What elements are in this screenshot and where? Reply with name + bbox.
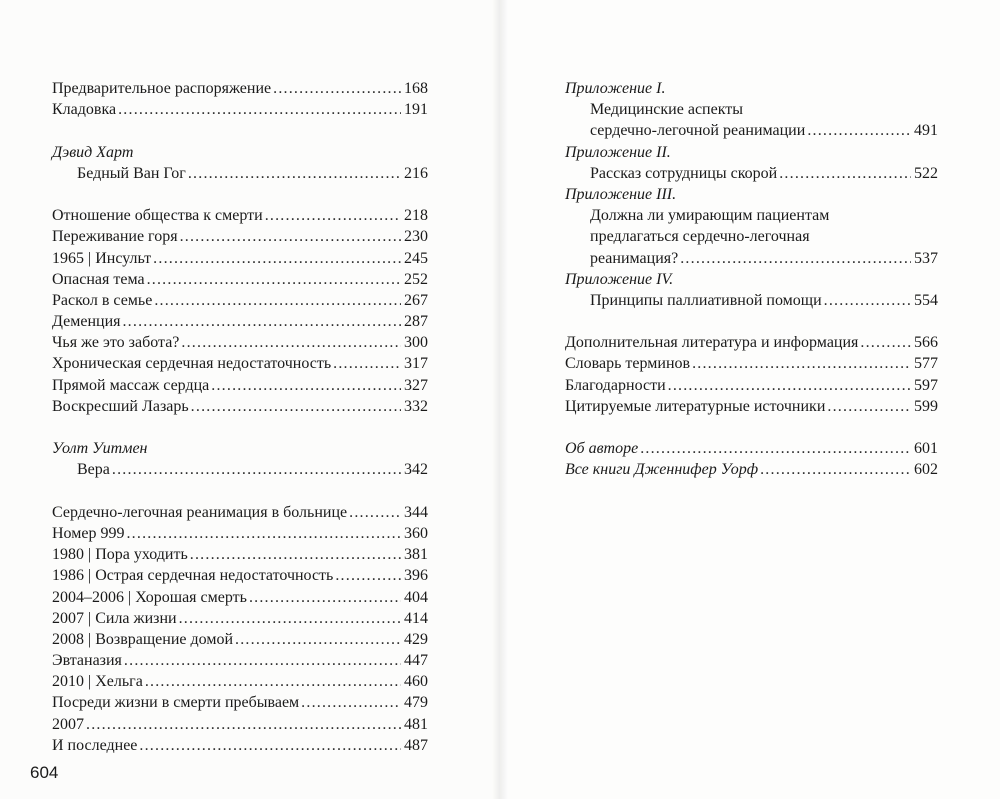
leader-dots (265, 205, 401, 226)
toc-entry-page: 460 (404, 673, 428, 691)
toc-entry[interactable] (52, 714, 428, 735)
appendix-heading: Приложение II. (565, 143, 671, 161)
toc-entry[interactable] (565, 332, 938, 353)
book-gutter (492, 0, 508, 799)
leader-dots (349, 502, 401, 523)
toc-entry-title: Предварительное распоряжение (52, 80, 272, 97)
leader-dots (181, 332, 401, 353)
toc-entry-title: Принципы паллиативной помощи (590, 291, 822, 309)
toc-entry[interactable] (52, 650, 428, 671)
appendix-title-line: Медицинские аспекты (590, 101, 744, 119)
page-number: 604 (30, 763, 59, 782)
toc-entry-title: Раскол в семье (52, 291, 153, 309)
toc-entry-page: 168 (404, 80, 428, 97)
toc-entry-title: Деменция (52, 313, 121, 331)
toc-group (52, 502, 428, 756)
leader-dots (692, 353, 911, 374)
toc-entry-title: Словарь терминов (565, 355, 691, 373)
appendix-heading: Приложение I. (565, 80, 666, 97)
toc-entry-page: 599 (914, 397, 938, 415)
toc-entry-page: 191 (404, 101, 428, 119)
leader-dots (153, 248, 401, 269)
toc-group (52, 163, 428, 184)
toc-entry[interactable] (52, 375, 428, 396)
toc-entry-page: 414 (404, 609, 428, 627)
toc-entry-page: 602 (914, 461, 938, 479)
leader-dots (188, 163, 401, 184)
toc-entry[interactable] (52, 99, 428, 120)
toc-entry[interactable] (52, 163, 428, 184)
toc-entry[interactable] (52, 332, 428, 353)
toc-entry-page: 218 (404, 207, 428, 225)
toc-entry-title: Воскресший Лазарь (52, 397, 189, 415)
toc-entry-title: 2004–2006 | Хорошая смерть (52, 588, 247, 606)
toc-entry-page: 554 (914, 291, 938, 309)
leader-dots (191, 396, 401, 417)
right-toc-column (565, 78, 938, 481)
toc-entry[interactable] (52, 290, 428, 311)
toc-entry[interactable] (52, 311, 428, 332)
toc-entry-title: Отношение общества к смерти (52, 207, 263, 225)
leader-dots (668, 375, 911, 396)
toc-entry-title: И последнее (52, 736, 138, 754)
toc-entry[interactable] (565, 438, 938, 459)
leader-dots (118, 99, 401, 120)
toc-entry-page: 332 (404, 397, 428, 415)
toc-entry-title: 1965 | Инсульт (52, 249, 152, 267)
toc-entry-page: 396 (404, 567, 428, 585)
toc-entry-page: 252 (404, 270, 428, 288)
leader-dots (235, 629, 401, 650)
toc-entry-page: 537 (914, 249, 938, 267)
toc-entry-page: 429 (404, 630, 428, 648)
leader-dots (180, 226, 401, 247)
toc-entry-page: 381 (404, 546, 428, 564)
toc-entry-title: 2008 | Возвращение домой (52, 630, 234, 648)
toc-entry[interactable] (52, 629, 428, 650)
toc-entry-page: 601 (914, 440, 938, 458)
toc-entry-page: 300 (404, 334, 428, 352)
toc-entry[interactable] (52, 353, 428, 374)
toc-entry[interactable] (565, 375, 938, 396)
leader-dots (112, 459, 401, 480)
toc-entry-page: 597 (914, 376, 938, 394)
toc-group (52, 205, 428, 417)
toc-entry-page: 487 (404, 736, 428, 754)
leader-dots (301, 692, 401, 713)
toc-entry-title: Рассказ сотрудницы скорой (590, 164, 778, 182)
toc-entry-title: Об авторе (565, 440, 639, 458)
author-heading: Уолт Уитмен (52, 440, 148, 458)
toc-entry-page: 342 (404, 461, 428, 479)
toc-entry-title: 1980 | Пора уходить (52, 546, 188, 564)
toc-entry[interactable] (52, 671, 428, 692)
leader-dots (824, 290, 911, 311)
toc-entry-title: Благодарности (565, 376, 666, 394)
toc-entry[interactable] (565, 248, 938, 269)
leader-dots (273, 78, 401, 99)
toc-entry-page: 447 (404, 652, 428, 670)
leader-dots (211, 375, 401, 396)
toc-entry-title: 2010 | Хельга (52, 673, 143, 691)
toc-entry-page: 481 (404, 715, 428, 733)
toc-entry-title: Хроническая сердечная недостаточность (52, 355, 332, 373)
toc-entry[interactable] (52, 544, 428, 565)
toc-entry-page: 245 (404, 249, 428, 267)
toc-entry-page: 360 (404, 524, 428, 542)
toc-entry[interactable] (52, 269, 428, 290)
toc-entry-page: 479 (404, 694, 428, 712)
leader-dots (147, 269, 401, 290)
toc-group (52, 78, 428, 120)
toc-entry-title: Эвтаназия (52, 652, 122, 670)
toc-entry[interactable] (52, 226, 428, 247)
toc-entry[interactable] (52, 248, 428, 269)
toc-entry-title: 2007 (52, 715, 84, 733)
toc-entry[interactable] (52, 78, 428, 99)
toc-entry-title: Прямой массаж сердца (52, 376, 210, 394)
toc-entry-title: Кладовка (52, 101, 117, 119)
toc-entry-title: Цитируемые литературные источники (565, 397, 826, 415)
toc-entry-page: 404 (404, 588, 428, 606)
toc-entry[interactable] (52, 459, 428, 480)
toc-entry-page: 267 (404, 291, 428, 309)
toc-entry[interactable] (52, 205, 428, 226)
toc-entry-title: Чья же это забота? (52, 334, 180, 352)
toc-entry-title: сердечно-легочной реанимации (590, 122, 806, 140)
toc-entry[interactable] (565, 120, 938, 141)
leader-dots (122, 311, 401, 332)
leader-dots (249, 587, 401, 608)
toc-entry-page: 287 (404, 313, 428, 331)
toc-entry[interactable] (52, 692, 428, 713)
leader-dots (680, 248, 911, 269)
toc-entry[interactable] (52, 587, 428, 608)
leader-dots (760, 459, 911, 480)
leader-dots (779, 163, 911, 184)
toc-group (52, 459, 428, 480)
toc-entry-title: Сердечно-легочная реанимация в больнице (52, 503, 348, 521)
toc-entry[interactable] (52, 502, 428, 523)
leader-dots (154, 290, 401, 311)
leader-dots (139, 735, 401, 756)
toc-entry-page: 491 (914, 122, 938, 140)
toc-entry-page: 317 (404, 355, 428, 373)
leader-dots (333, 353, 401, 374)
toc-entry-title: Посреди жизни в смерти пребываем (52, 694, 300, 712)
leader-dots (807, 120, 911, 141)
toc-entry-page: 344 (404, 503, 428, 521)
toc-entry-title: Номер 999 (52, 524, 125, 542)
toc-entry-title: 2007 | Сила жизни (52, 609, 177, 627)
leader-dots (335, 565, 401, 586)
toc-entry[interactable] (52, 608, 428, 629)
toc-entry-page: 522 (914, 164, 938, 182)
toc-entry-title: реанимация? (590, 249, 679, 267)
leader-dots (860, 332, 911, 353)
leader-dots (126, 523, 401, 544)
author-heading: Дэвид Харт (52, 143, 134, 161)
toc-entry-title: Опасная тема (52, 270, 145, 288)
toc-entry-title: Вера (77, 461, 110, 479)
toc-entry[interactable] (565, 396, 938, 417)
leader-dots (640, 438, 911, 459)
appendix-heading: Приложение III. (565, 185, 677, 203)
toc-entry[interactable] (52, 523, 428, 544)
toc-entry-page: 216 (404, 164, 428, 182)
appendix-title-line: предлагаться сердечно-легочная (590, 228, 810, 246)
toc-entry-title: Бедный Ван Гог (77, 164, 186, 182)
toc-entry-page: 230 (404, 228, 428, 246)
appendix-heading: Приложение IV. (565, 270, 674, 288)
appendix-title-line: Должна ли умирающим пациентам (590, 207, 830, 225)
toc-entry-page: 577 (914, 355, 938, 373)
toc-group (565, 438, 938, 480)
toc-entry[interactable] (52, 565, 428, 586)
left-toc-column (52, 78, 428, 756)
toc-entry-page: 566 (914, 334, 938, 352)
toc-entry[interactable] (565, 163, 938, 184)
leader-dots (86, 714, 401, 735)
toc-entry-title: Переживание горя (52, 228, 178, 246)
leader-dots (190, 544, 401, 565)
leader-dots (827, 396, 911, 417)
toc-entry-title: Дополнительная литература и информация (565, 334, 859, 352)
toc-entry[interactable] (565, 353, 938, 374)
toc-entry-title: 1986 | Острая сердечная недостаточность (52, 567, 334, 585)
leader-dots (124, 650, 401, 671)
toc-entry[interactable] (52, 735, 428, 756)
toc-entry-page: 327 (404, 376, 428, 394)
toc-entry[interactable] (52, 396, 428, 417)
toc-group (565, 332, 938, 417)
toc-entry-title: Все книги Дженнифер Уорф (565, 461, 759, 479)
leader-dots (179, 608, 401, 629)
toc-entry[interactable] (565, 459, 938, 480)
toc-entry[interactable] (565, 290, 938, 311)
leader-dots (145, 671, 401, 692)
